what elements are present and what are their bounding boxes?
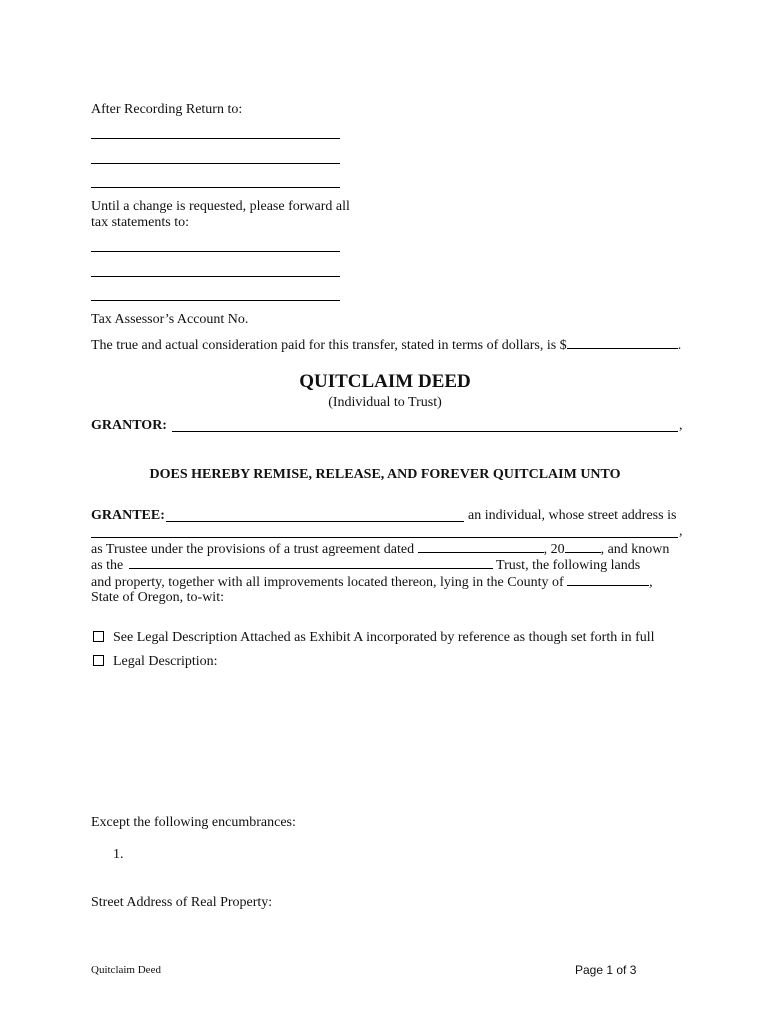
- tax-statements-label-2: tax statements to:: [91, 215, 189, 230]
- exhibit-label: See Legal Description Attached as Exhibit A incorporated by reference as though set forth in full: [113, 630, 655, 645]
- encumbrance-item-1: 1.: [113, 847, 124, 862]
- tax-address-line-2[interactable]: [91, 276, 340, 277]
- trust-as-the-text: as the: [91, 558, 124, 573]
- trust-known-text: , and known: [600, 542, 670, 557]
- grantor-label: GRANTOR:: [91, 418, 167, 433]
- grantee-label: GRANTEE:: [91, 508, 165, 523]
- return-to-label: After Recording Return to:: [91, 102, 243, 117]
- trust-agreement-text: as Trustee under the provisions of a trust agreement dated: [91, 542, 415, 557]
- street-address-label: Street Address of Real Property:: [91, 895, 273, 910]
- consideration-line: [91, 336, 681, 354]
- remise-clause: DOES HEREBY REMISE, RELEASE, AND FOREVER QUITCLAIM UNTO: [149, 467, 621, 482]
- deed-title: QUITCLAIM DEED: [299, 371, 471, 392]
- exhibit-checkbox[interactable]: [93, 631, 104, 642]
- footer-page-number: Page 1 of 3: [575, 963, 637, 977]
- legal-description-checkbox[interactable]: [93, 655, 104, 666]
- grantor-field[interactable]: [172, 431, 678, 432]
- grantor-comma: ,: [679, 418, 683, 433]
- trust-lands-text: Trust, the following lands: [496, 558, 641, 573]
- trust-line-2: [91, 556, 640, 574]
- consideration-text: The true and actual consideration paid for this transfer, stated in terms of dollars, is $: [91, 338, 567, 353]
- grantee-name-field[interactable]: [166, 521, 464, 522]
- encumbrances-label: Except the following encumbrances:: [91, 815, 296, 830]
- return-to-line-1[interactable]: [91, 138, 340, 139]
- consideration-end: .: [677, 338, 682, 353]
- trust-line-3: [91, 573, 653, 591]
- tax-address-line-1[interactable]: [91, 251, 340, 252]
- tax-statements-label-1: Until a change is requested, please forward all: [91, 199, 350, 214]
- county-field[interactable]: [567, 573, 649, 586]
- consideration-amount-field[interactable]: [567, 336, 678, 349]
- legal-description-label: Legal Description:: [113, 654, 218, 669]
- return-to-line-3[interactable]: [91, 187, 340, 188]
- trust-date-field[interactable]: [418, 540, 544, 553]
- tax-account-label: Tax Assessor’s Account No.: [91, 312, 249, 327]
- trust-name-field[interactable]: [129, 556, 493, 569]
- county-text: and property, together with all improvements located thereon, lying in the County of: [91, 575, 564, 590]
- tax-address-line-3[interactable]: [91, 300, 340, 301]
- deed-subtitle: (Individual to Trust): [328, 395, 442, 410]
- footer-doc-title: Quitclaim Deed: [91, 964, 161, 976]
- grantee-after-text: an individual, whose street address is: [468, 508, 677, 523]
- trust-year-prefix: , 20: [543, 542, 565, 557]
- grantee-address-field[interactable]: [91, 537, 678, 538]
- return-to-line-2[interactable]: [91, 163, 340, 164]
- county-comma: ,: [649, 575, 653, 590]
- trust-year-field[interactable]: [565, 540, 601, 553]
- grantee-comma: ,: [679, 524, 683, 539]
- state-text: State of Oregon, to-wit:: [91, 590, 224, 605]
